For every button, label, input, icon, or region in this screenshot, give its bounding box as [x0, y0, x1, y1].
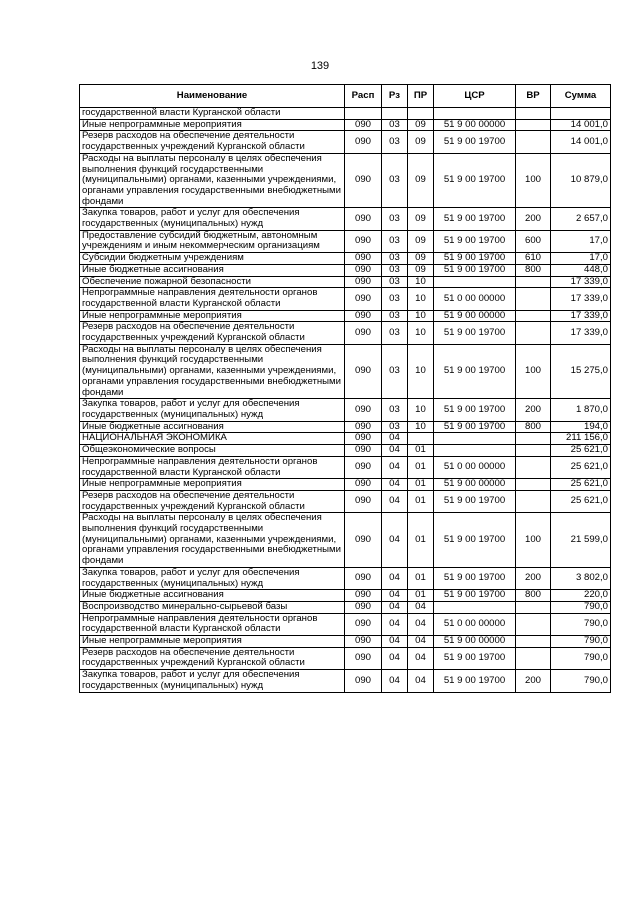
cell-rz: 04: [382, 456, 408, 478]
cell-rasp: 090: [345, 421, 382, 433]
cell-csr: 51 9 00 19700: [434, 208, 516, 230]
table-row: [80, 288, 611, 310]
cell-sum: 194,0: [551, 421, 611, 433]
cell-vr: [516, 456, 551, 478]
cell-rz: [382, 108, 408, 120]
cell-name: Расходы на выплаты персоналу в целях обеспечения выполнения функций государственными (муниципальными) органами, казенными учреждениями, органами управления государственными внебюджетными фондами: [80, 513, 345, 568]
cell-vr: [516, 636, 551, 648]
cell-sum: 25 621,0: [551, 479, 611, 491]
cell-rz: 03: [382, 276, 408, 288]
cell-rasp: 090: [345, 490, 382, 512]
cell-vr: 800: [516, 421, 551, 433]
table-row: [80, 399, 611, 421]
cell-rz: 04: [382, 490, 408, 512]
table-row: [80, 230, 611, 252]
cell-pr: 04: [408, 647, 434, 669]
cell-pr: 01: [408, 445, 434, 457]
cell-vr: [516, 445, 551, 457]
cell-rz: 03: [382, 230, 408, 252]
cell-sum: 448,0: [551, 264, 611, 276]
cell-pr: 04: [408, 613, 434, 635]
cell-rz: 04: [382, 590, 408, 602]
table-row: [80, 567, 611, 589]
cell-rasp: 090: [345, 399, 382, 421]
cell-csr: 51 9 00 19700: [434, 567, 516, 589]
cell-csr: 51 9 00 19700: [434, 647, 516, 669]
cell-rz: 04: [382, 647, 408, 669]
cell-name: Общеэкономические вопросы: [80, 445, 345, 457]
cell-rz: 03: [382, 421, 408, 433]
cell-rasp: 090: [345, 456, 382, 478]
table-row: [80, 131, 611, 153]
cell-pr: 09: [408, 253, 434, 265]
cell-vr: [516, 433, 551, 445]
cell-sum: 25 621,0: [551, 445, 611, 457]
cell-csr: 51 0 00 00000: [434, 456, 516, 478]
table-row: [80, 264, 611, 276]
cell-name: Непрограммные направления деятельности органов государственной власти Курганской области: [80, 288, 345, 310]
cell-sum: 25 621,0: [551, 490, 611, 512]
cell-name: НАЦИОНАЛЬНАЯ ЭКОНОМИКА: [80, 433, 345, 445]
cell-csr: 51 9 00 00000: [434, 310, 516, 322]
cell-vr: [516, 601, 551, 613]
cell-rasp: 090: [345, 479, 382, 491]
cell-sum: 1 870,0: [551, 399, 611, 421]
page-number: 139: [310, 60, 330, 72]
cell-rz: 03: [382, 344, 408, 399]
table-row: [80, 590, 611, 602]
cell-csr: 51 9 00 19700: [434, 421, 516, 433]
cell-rz: 03: [382, 399, 408, 421]
cell-vr: [516, 479, 551, 491]
cell-sum: 10 879,0: [551, 153, 611, 208]
cell-csr: 51 9 00 19700: [434, 153, 516, 208]
cell-rasp: [345, 108, 382, 120]
cell-pr: 10: [408, 399, 434, 421]
header-rz: Рз: [382, 85, 408, 108]
cell-rz: 03: [382, 131, 408, 153]
table-row: [80, 670, 611, 692]
cell-pr: 09: [408, 119, 434, 131]
cell-vr: [516, 108, 551, 120]
cell-name: Закупка товаров, работ и услуг для обеспечения государственных (муниципальных) нужд: [80, 567, 345, 589]
cell-rasp: 090: [345, 288, 382, 310]
cell-rz: 03: [382, 310, 408, 322]
cell-rasp: 090: [345, 208, 382, 230]
table-row: [80, 310, 611, 322]
cell-rasp: 090: [345, 264, 382, 276]
cell-name: Иные бюджетные ассигнования: [80, 421, 345, 433]
table-row: [80, 636, 611, 648]
cell-rz: 04: [382, 567, 408, 589]
cell-sum: 17 339,0: [551, 310, 611, 322]
cell-rasp: 090: [345, 567, 382, 589]
cell-pr: 01: [408, 479, 434, 491]
cell-pr: 09: [408, 264, 434, 276]
cell-csr: 51 0 00 00000: [434, 288, 516, 310]
cell-rz: 04: [382, 613, 408, 635]
header-vr: ВР: [516, 85, 551, 108]
cell-vr: 200: [516, 399, 551, 421]
cell-name: Иные непрограммные мероприятия: [80, 310, 345, 322]
table-row: [80, 601, 611, 613]
cell-csr: 51 9 00 19700: [434, 131, 516, 153]
table-row: [80, 208, 611, 230]
table-row: [80, 344, 611, 399]
cell-rz: 03: [382, 119, 408, 131]
cell-name: Иные бюджетные ассигнования: [80, 590, 345, 602]
cell-vr: 100: [516, 513, 551, 568]
cell-csr: 51 9 00 19700: [434, 322, 516, 344]
cell-pr: 10: [408, 322, 434, 344]
cell-vr: [516, 647, 551, 669]
cell-vr: 200: [516, 670, 551, 692]
cell-csr: 51 9 00 19700: [434, 490, 516, 512]
cell-pr: 01: [408, 590, 434, 602]
cell-vr: [516, 613, 551, 635]
cell-vr: [516, 119, 551, 131]
cell-vr: 200: [516, 208, 551, 230]
table-row: [80, 153, 611, 208]
cell-vr: 200: [516, 567, 551, 589]
cell-rasp: 090: [345, 613, 382, 635]
cell-rz: 04: [382, 479, 408, 491]
cell-sum: 790,0: [551, 613, 611, 635]
cell-rz: 03: [382, 153, 408, 208]
cell-name: Непрограммные направления деятельности органов государственной власти Курганской области: [80, 456, 345, 478]
cell-name: Расходы на выплаты персоналу в целях обеспечения выполнения функций государственными (муниципальными) органами, казенными учреждениями, органами управления государственными внебюджетными фондами: [80, 153, 345, 208]
cell-rz: 04: [382, 433, 408, 445]
cell-sum: 790,0: [551, 636, 611, 648]
cell-name: Резерв расходов на обеспечение деятельности государственных учреждений Курганской области: [80, 322, 345, 344]
cell-rz: 03: [382, 253, 408, 265]
cell-vr: 610: [516, 253, 551, 265]
cell-name: Иные непрограммные мероприятия: [80, 479, 345, 491]
cell-pr: 10: [408, 421, 434, 433]
cell-name: государственной власти Курганской области: [80, 108, 345, 120]
cell-name: Иные бюджетные ассигнования: [80, 264, 345, 276]
cell-vr: [516, 310, 551, 322]
cell-csr: 51 9 00 00000: [434, 119, 516, 131]
cell-name: Воспроизводство минерально-сырьевой базы: [80, 601, 345, 613]
cell-csr: 51 9 00 19700: [434, 344, 516, 399]
cell-csr: 51 9 00 00000: [434, 636, 516, 648]
cell-name: Резерв расходов на обеспечение деятельности государственных учреждений Курганской области: [80, 131, 345, 153]
cell-vr: 600: [516, 230, 551, 252]
cell-rasp: 090: [345, 119, 382, 131]
header-sum: Сумма: [551, 85, 611, 108]
cell-rz: 04: [382, 445, 408, 457]
cell-name: Субсидии бюджетным учреждениям: [80, 253, 345, 265]
cell-vr: [516, 131, 551, 153]
cell-sum: 2 657,0: [551, 208, 611, 230]
cell-rasp: 090: [345, 601, 382, 613]
cell-vr: 100: [516, 344, 551, 399]
cell-pr: 04: [408, 670, 434, 692]
table-row: [80, 253, 611, 265]
cell-rz: 03: [382, 288, 408, 310]
cell-pr: 04: [408, 601, 434, 613]
cell-csr: 51 9 00 19700: [434, 670, 516, 692]
cell-sum: 790,0: [551, 601, 611, 613]
cell-rasp: 090: [345, 253, 382, 265]
cell-rasp: 090: [345, 647, 382, 669]
cell-csr: 51 9 00 19700: [434, 399, 516, 421]
cell-name: Непрограммные направления деятельности органов государственной власти Курганской области: [80, 613, 345, 635]
header-rasp: Расп: [345, 85, 382, 108]
cell-rz: 03: [382, 264, 408, 276]
cell-name: Предоставление субсидий бюджетным, автономным учреждениям и иным некоммерческим организациям: [80, 230, 345, 252]
cell-pr: 01: [408, 456, 434, 478]
cell-rasp: 090: [345, 310, 382, 322]
table-row: [80, 108, 611, 120]
cell-pr: [408, 433, 434, 445]
table-row: [80, 513, 611, 568]
cell-csr: 51 9 00 19700: [434, 590, 516, 602]
table-body: [80, 108, 611, 693]
cell-vr: [516, 288, 551, 310]
cell-rasp: 090: [345, 131, 382, 153]
cell-csr: [434, 601, 516, 613]
table-row: [80, 276, 611, 288]
cell-name: Иные непрограммные мероприятия: [80, 119, 345, 131]
cell-rasp: 090: [345, 344, 382, 399]
cell-pr: 10: [408, 276, 434, 288]
cell-sum: 17,0: [551, 253, 611, 265]
cell-rasp: 090: [345, 433, 382, 445]
cell-rasp: 090: [345, 670, 382, 692]
header-csr: ЦСР: [434, 85, 516, 108]
budget-table: [79, 84, 611, 693]
cell-sum: 21 599,0: [551, 513, 611, 568]
cell-rz: 03: [382, 322, 408, 344]
cell-rz: 04: [382, 636, 408, 648]
cell-sum: 220,0: [551, 590, 611, 602]
table-row: [80, 456, 611, 478]
cell-pr: 10: [408, 288, 434, 310]
cell-sum: 17 339,0: [551, 288, 611, 310]
cell-csr: 51 0 00 00000: [434, 613, 516, 635]
cell-rz: 04: [382, 601, 408, 613]
cell-vr: [516, 490, 551, 512]
cell-csr: [434, 276, 516, 288]
cell-vr: [516, 322, 551, 344]
cell-name: Обеспечение пожарной безопасности: [80, 276, 345, 288]
cell-vr: 100: [516, 153, 551, 208]
table-row: [80, 490, 611, 512]
cell-name: Расходы на выплаты персоналу в целях обеспечения выполнения функций государственными (муниципальными) органами, казенными учреждениями, органами управления государственными внебюджетными фондами: [80, 344, 345, 399]
cell-sum: [551, 108, 611, 120]
cell-pr: 01: [408, 567, 434, 589]
cell-csr: 51 9 00 19700: [434, 264, 516, 276]
cell-rasp: 090: [345, 445, 382, 457]
cell-rz: 03: [382, 208, 408, 230]
cell-sum: 14 001,0: [551, 119, 611, 131]
cell-sum: 790,0: [551, 647, 611, 669]
cell-name: Закупка товаров, работ и услуг для обеспечения государственных (муниципальных) нужд: [80, 208, 345, 230]
cell-vr: 800: [516, 264, 551, 276]
cell-rz: 04: [382, 513, 408, 568]
cell-rasp: 090: [345, 590, 382, 602]
cell-sum: 17,0: [551, 230, 611, 252]
cell-pr: 01: [408, 513, 434, 568]
table-row: [80, 613, 611, 635]
cell-pr: [408, 108, 434, 120]
cell-pr: 10: [408, 344, 434, 399]
cell-rasp: 090: [345, 276, 382, 288]
cell-name: Закупка товаров, работ и услуг для обеспечения государственных (муниципальных) нужд: [80, 399, 345, 421]
table-header-row: [80, 85, 611, 108]
cell-csr: 51 9 00 19700: [434, 230, 516, 252]
cell-sum: 3 802,0: [551, 567, 611, 589]
cell-sum: 14 001,0: [551, 131, 611, 153]
cell-csr: 51 9 00 19700: [434, 513, 516, 568]
cell-pr: 04: [408, 636, 434, 648]
cell-rasp: 090: [345, 322, 382, 344]
cell-pr: 09: [408, 230, 434, 252]
table-row: [80, 445, 611, 457]
cell-sum: 17 339,0: [551, 276, 611, 288]
table-row: [80, 119, 611, 131]
cell-rz: 04: [382, 670, 408, 692]
cell-csr: 51 9 00 00000: [434, 479, 516, 491]
cell-rasp: 090: [345, 636, 382, 648]
table-row: [80, 433, 611, 445]
cell-pr: 01: [408, 490, 434, 512]
cell-rasp: 090: [345, 513, 382, 568]
cell-vr: 800: [516, 590, 551, 602]
cell-rasp: 090: [345, 153, 382, 208]
cell-csr: [434, 445, 516, 457]
table-row: [80, 479, 611, 491]
cell-vr: [516, 276, 551, 288]
table-row: [80, 322, 611, 344]
cell-csr: [434, 433, 516, 445]
cell-sum: 17 339,0: [551, 322, 611, 344]
cell-name: Иные непрограммные мероприятия: [80, 636, 345, 648]
cell-pr: 09: [408, 208, 434, 230]
cell-name: Резерв расходов на обеспечение деятельности государственных учреждений Курганской области: [80, 490, 345, 512]
cell-name: Закупка товаров, работ и услуг для обеспечения государственных (муниципальных) нужд: [80, 670, 345, 692]
cell-pr: 09: [408, 131, 434, 153]
header-name: Наименование: [80, 85, 345, 108]
cell-sum: 790,0: [551, 670, 611, 692]
cell-sum: 25 621,0: [551, 456, 611, 478]
cell-pr: 10: [408, 310, 434, 322]
table-row: [80, 647, 611, 669]
table-row: [80, 421, 611, 433]
cell-csr: [434, 108, 516, 120]
cell-rasp: 090: [345, 230, 382, 252]
cell-sum: 15 275,0: [551, 344, 611, 399]
cell-sum: 211 156,0: [551, 433, 611, 445]
cell-name: Резерв расходов на обеспечение деятельности государственных учреждений Курганской области: [80, 647, 345, 669]
header-pr: ПР: [408, 85, 434, 108]
cell-pr: 09: [408, 153, 434, 208]
cell-csr: 51 9 00 19700: [434, 253, 516, 265]
